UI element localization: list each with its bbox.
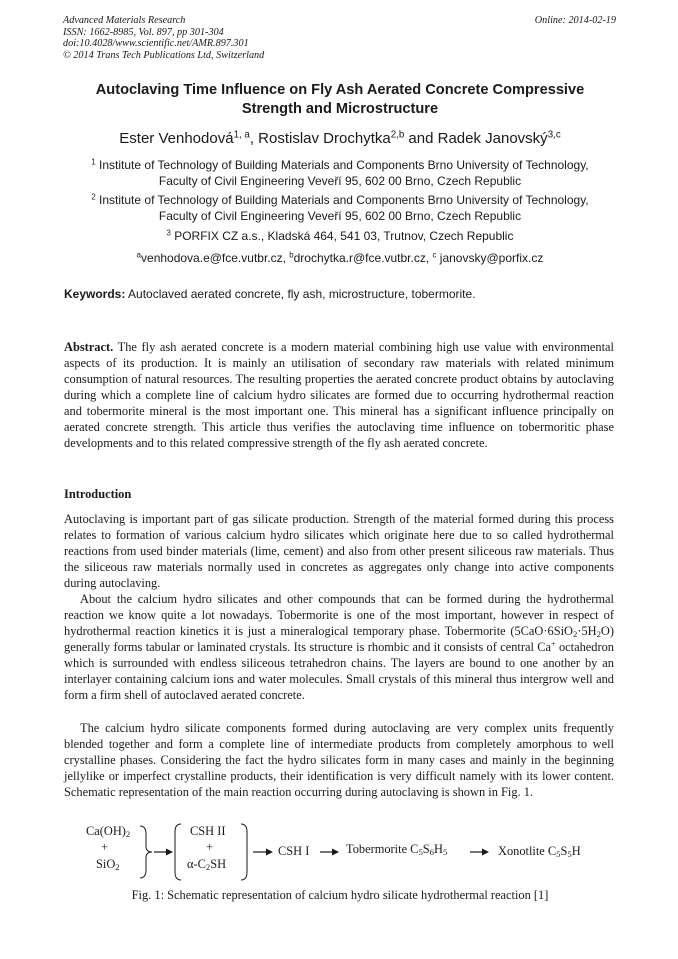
intro-paragraph-1: Autoclaving is important part of gas silicate production. Strength of the material formed during this process relates to formation of various calcium hydro silicates which originate here due to so called hydrothermal reactions from used binder materials (lime, cement) and also from other present siliceous raw materials. Thus the siliceous raw materials normally used in concretes as aggregates only change into active components during autoclaving.	[64, 512, 614, 590]
p2-text-c: O) generally forms tabular or laminated crystals. Its structure is rhombic and it consists of central Ca	[64, 624, 614, 654]
p2-text-a: About the calcium hydro silicates and other compounds that can be formed during the hydrothermal reaction we know quite a lot nowadays. Tobermorite is one of the most important, however in respect of hydrothermal reaction kinetics it is just a mineralogical temporary phase. Tobermorite (5CaO·6SiO	[64, 592, 614, 638]
intermediate-plus: +	[206, 840, 213, 854]
figure-1-reaction-scheme	[70, 820, 630, 885]
affiliation-3-line-1: PORFIX CZ a.s., Kladská 464, 541 03, Trutnov, Czech Republic	[174, 229, 514, 243]
p2-sup: +	[551, 639, 556, 649]
journal-header	[63, 15, 616, 61]
email-1: venhodova.e@fce.vutbr.cz,	[141, 251, 290, 265]
affiliation-3-num: 3	[166, 228, 171, 238]
p2-text-b: ·5H	[577, 624, 597, 638]
left-bracket	[175, 824, 181, 880]
intermediate-csh-ii: CSH II	[190, 824, 226, 838]
author-1-sup: 1, a	[233, 129, 250, 141]
figure-1-caption: Fig. 1: Schematic representation of calcium hydro silicate hydrothermal reaction [1]	[131, 888, 549, 902]
p2-text-d: octahedron which is surrounded with endless siliceous tetrahedron chains. The layers are bound to one another by an interlayer containing calcium ions and water molecules. Small crystals of this mineral thus intergrow well and form a firm shell of autoclaved aerated concrete.	[64, 640, 614, 702]
affiliation-3	[40, 228, 640, 244]
arrow-1-head	[166, 849, 173, 856]
keywords-text: Autoclaved aerated concrete, fly ash, microstructure, tobermorite.	[125, 287, 476, 301]
author-list	[40, 130, 640, 148]
arrow-2-head	[266, 849, 273, 856]
author-emails	[40, 250, 640, 266]
title-line-2: Strength and Microstructure	[241, 101, 439, 117]
intro-paragraph-2	[64, 591, 614, 703]
journal-name: Advanced Materials Research	[63, 15, 186, 26]
title-line-1: Autoclaving Time Influence on Fly Ash Aerated Concrete Compressive	[95, 82, 585, 98]
issn-line: ISSN: 1662-8985, Vol. 897, pp 301-304	[63, 26, 224, 38]
email-3: janovsky@porfix.cz	[436, 251, 544, 265]
email-1-sup: a	[136, 250, 142, 260]
arrow-4-head	[482, 849, 489, 856]
online-date: Online: 2014-02-19	[534, 15, 616, 26]
author-2: , Rostislav Drochytka	[249, 130, 391, 147]
email-3-sup: c	[432, 250, 437, 260]
affiliation-2-num: 2	[91, 192, 96, 202]
right-brace	[140, 826, 152, 878]
paper-title	[40, 81, 640, 119]
affiliation-2-line-1: Institute of Technology of Building Materials and Components Brno University of Technology,	[99, 193, 589, 207]
email-2-sup: b	[289, 250, 294, 260]
keywords	[64, 286, 624, 302]
keywords-label: Keywords:	[64, 287, 126, 301]
intermediate-alpha-c2sh: $\alpha-C_2SH$	[187, 857, 227, 873]
affiliation-2-line-2: Faculty of Civil Engineering Veveří 95, 602 00 Brno, Czech Republic	[158, 209, 522, 223]
product-csh-i: CSH I	[278, 844, 310, 858]
affiliation-1-line-2: Faculty of Civil Engineering Veveří 95, 602 00 Brno, Czech Republic	[158, 174, 522, 188]
email-2: drochytka.r@fce.vutbr.cz,	[293, 251, 433, 265]
p2-sub-2: 2	[596, 629, 601, 640]
author-2-sup: 2,b	[390, 129, 405, 141]
author-1: Ester Venhodová	[119, 130, 234, 147]
p2-sub-1: 2	[572, 629, 578, 640]
right-bracket	[241, 824, 247, 880]
reactant-sio2: SiO$_2$	[96, 857, 120, 873]
product-tobermorite: Tobermorite $C_5S_6H_5$	[346, 842, 448, 858]
product-xonotlite: Xonotlite $C_5S_5H$	[498, 844, 581, 860]
abstract-label: Abstract.	[64, 340, 114, 354]
affiliation-1	[40, 157, 640, 189]
abstract	[64, 339, 614, 451]
abstract-text: The fly ash aerated concrete is a modern material combining high use value with environmental aspects of its production. It is mainly an utilisation of secondary raw materials with related minimum consumption of natural resources. The resulting properties the aerated concrete product obtains by autoclaving during which a complete line of calcium hydro silicates are formed due to occurring hydrothermal reaction and tobermorite mineral is the most important one. This mineral has a significant influence principally on aerated concrete strength. This article thus verifies the autoclaving time influence on tobermoritic phase developments and to this related compressive strength of the fly ash aerated concrete.	[64, 340, 614, 450]
affiliation-2	[40, 192, 640, 224]
reactant-caoh2: $Ca(OH)_2$	[86, 824, 131, 840]
intro-paragraph-3: The calcium hydro silicate components formed during autoclaving are very complex units frequently blended together and form a complete line of intermediate products from completely amorphous to well crystalline phases. Considering the fact the hydro silicates form in many cases and mainly in the beginning jellylike or imperfect crystalline products, their identification is very difficult namely with its lower content. Schematic representation of the main reaction occurring during autoclaving is shown in Fig. 1.	[64, 721, 614, 799]
author-3: and Radek Janovský	[404, 130, 548, 147]
reactant-plus: +	[101, 840, 108, 854]
section-heading-introduction: Introduction	[64, 487, 132, 501]
doi-line: doi:10.4028/www.scientific.net/AMR.897.301	[63, 38, 249, 50]
affiliation-1-num: 1	[91, 157, 96, 167]
arrow-3-head	[332, 849, 339, 856]
copyright-line: © 2014 Trans Tech Publications Ltd, Switzerland	[63, 49, 265, 61]
author-3-sup: 3,c	[547, 129, 561, 141]
affiliation-1-line-1: Institute of Technology of Building Materials and Components Brno University of Technology,	[99, 158, 589, 172]
